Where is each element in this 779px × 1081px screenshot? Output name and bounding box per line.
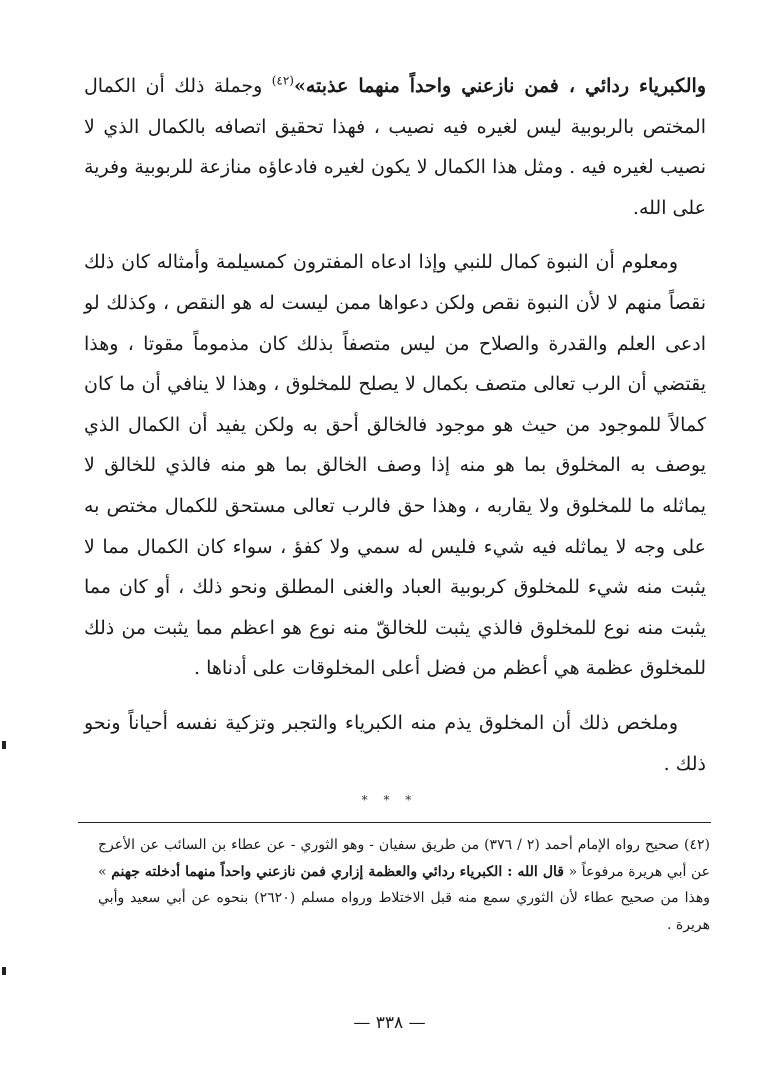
paragraph-1 <box>84 66 706 228</box>
footnote-hadith: قال الله : الكبرياء ردائي والعظمة إزاري فمن نازعني واحداً منهما أدخلته جهنم <box>111 863 564 880</box>
footnote-text-start: (٤٢) صحيح رواه الإمام أحمد (٢ / ٣٧٦) من طريق سفيان - وهو الثوري - عن عطاء بن السائب عن الأعرج عن أبي هريرة مرفوعاً « <box>98 837 710 880</box>
paragraph-2: ومعلوم أن النبوة كمال للنبي وإذا ادعاه المفترون كمسيلمة وأمثاله كان ذلك نقصاً منهم لا لأن النبوة نقص ولكن دعواها ممن ليست له هو النقص ، وكذلك لو ادعى العلم والقدرة والصلاح من ليس متصفاً بذلك كان مذموماً مقوتا ، وهذا يقتضي أن الرب تعالى متصف بكمال لا يصلح للمخلوق ، وهذا لا ينافي أن ما كان كمالاً للموجود من حيث هو موجود فالخالق أحق به ولكن يفيد أن الكمال الذي يوصف به المخلوق بما هو منه إذا وصف الخالق بما هو منه فالذي للخالق لا يماثله ما للمخلوق ولا يقاربه ، وهذا حق فالرب تعالى مستحق للكمال مختص به على وجه لا يماثله فيه شيء فليس له سمي ولا كفؤ ، سواء كان الكمال مما لا يثبت منه شيء للمخلوق كربوبية العباد والغنى المطلق ونحو ذلك ، أو كان مما يثبت منه نوع للمخلوق فالذي يثبت للخالقّ منه نوع هو اعظم مما يثبت من ذلك للمخلوق عظمة هي أعظم من فضل أعلى المخلوقات على أدناها . <box>84 251 706 680</box>
scan-edge-mark <box>2 741 6 749</box>
quote-close: » <box>293 75 306 97</box>
paragraph-1-text: وجملة ذلك أن الكمال المختص بالربوبية ليس لغيره فيه نصيب ، فهذا تحقيق اتصافه بالكمال الذي لا نصيب لغيره فيه . ومثل هذا الكمال لا يكون لغيره فادعاؤه منازعة للربوبية وفرية على الله. <box>84 75 706 219</box>
main-text <box>84 66 706 798</box>
hadith-quote: والكبرياء ردائي ، فمن نازعني واحداً منهما عذبته <box>305 75 706 97</box>
footnote-reference[interactable]: (٤٢) <box>271 73 294 88</box>
footnote-42 <box>98 832 710 938</box>
footnotes <box>98 832 710 938</box>
paragraph-3: وملخص ذلك أن المخلوق يذم منه الكبرياء والتجبر وتزكية نفسه أحياناً ونحو ذلك . <box>84 711 706 775</box>
footnote-text-end: » وهذا من صحيح عطاء لأن الثوري سمع منه قبل الاختلاط ورواه مسلم (٢٦٢٠) بنحوه عن أبي سعيد وأبي هريرة . <box>98 863 710 933</box>
footnote-divider <box>78 822 711 823</box>
page-number: — ٣٣٨ — <box>353 1013 426 1033</box>
section-separator: * * * <box>361 793 418 807</box>
scan-edge-mark <box>2 967 6 975</box>
